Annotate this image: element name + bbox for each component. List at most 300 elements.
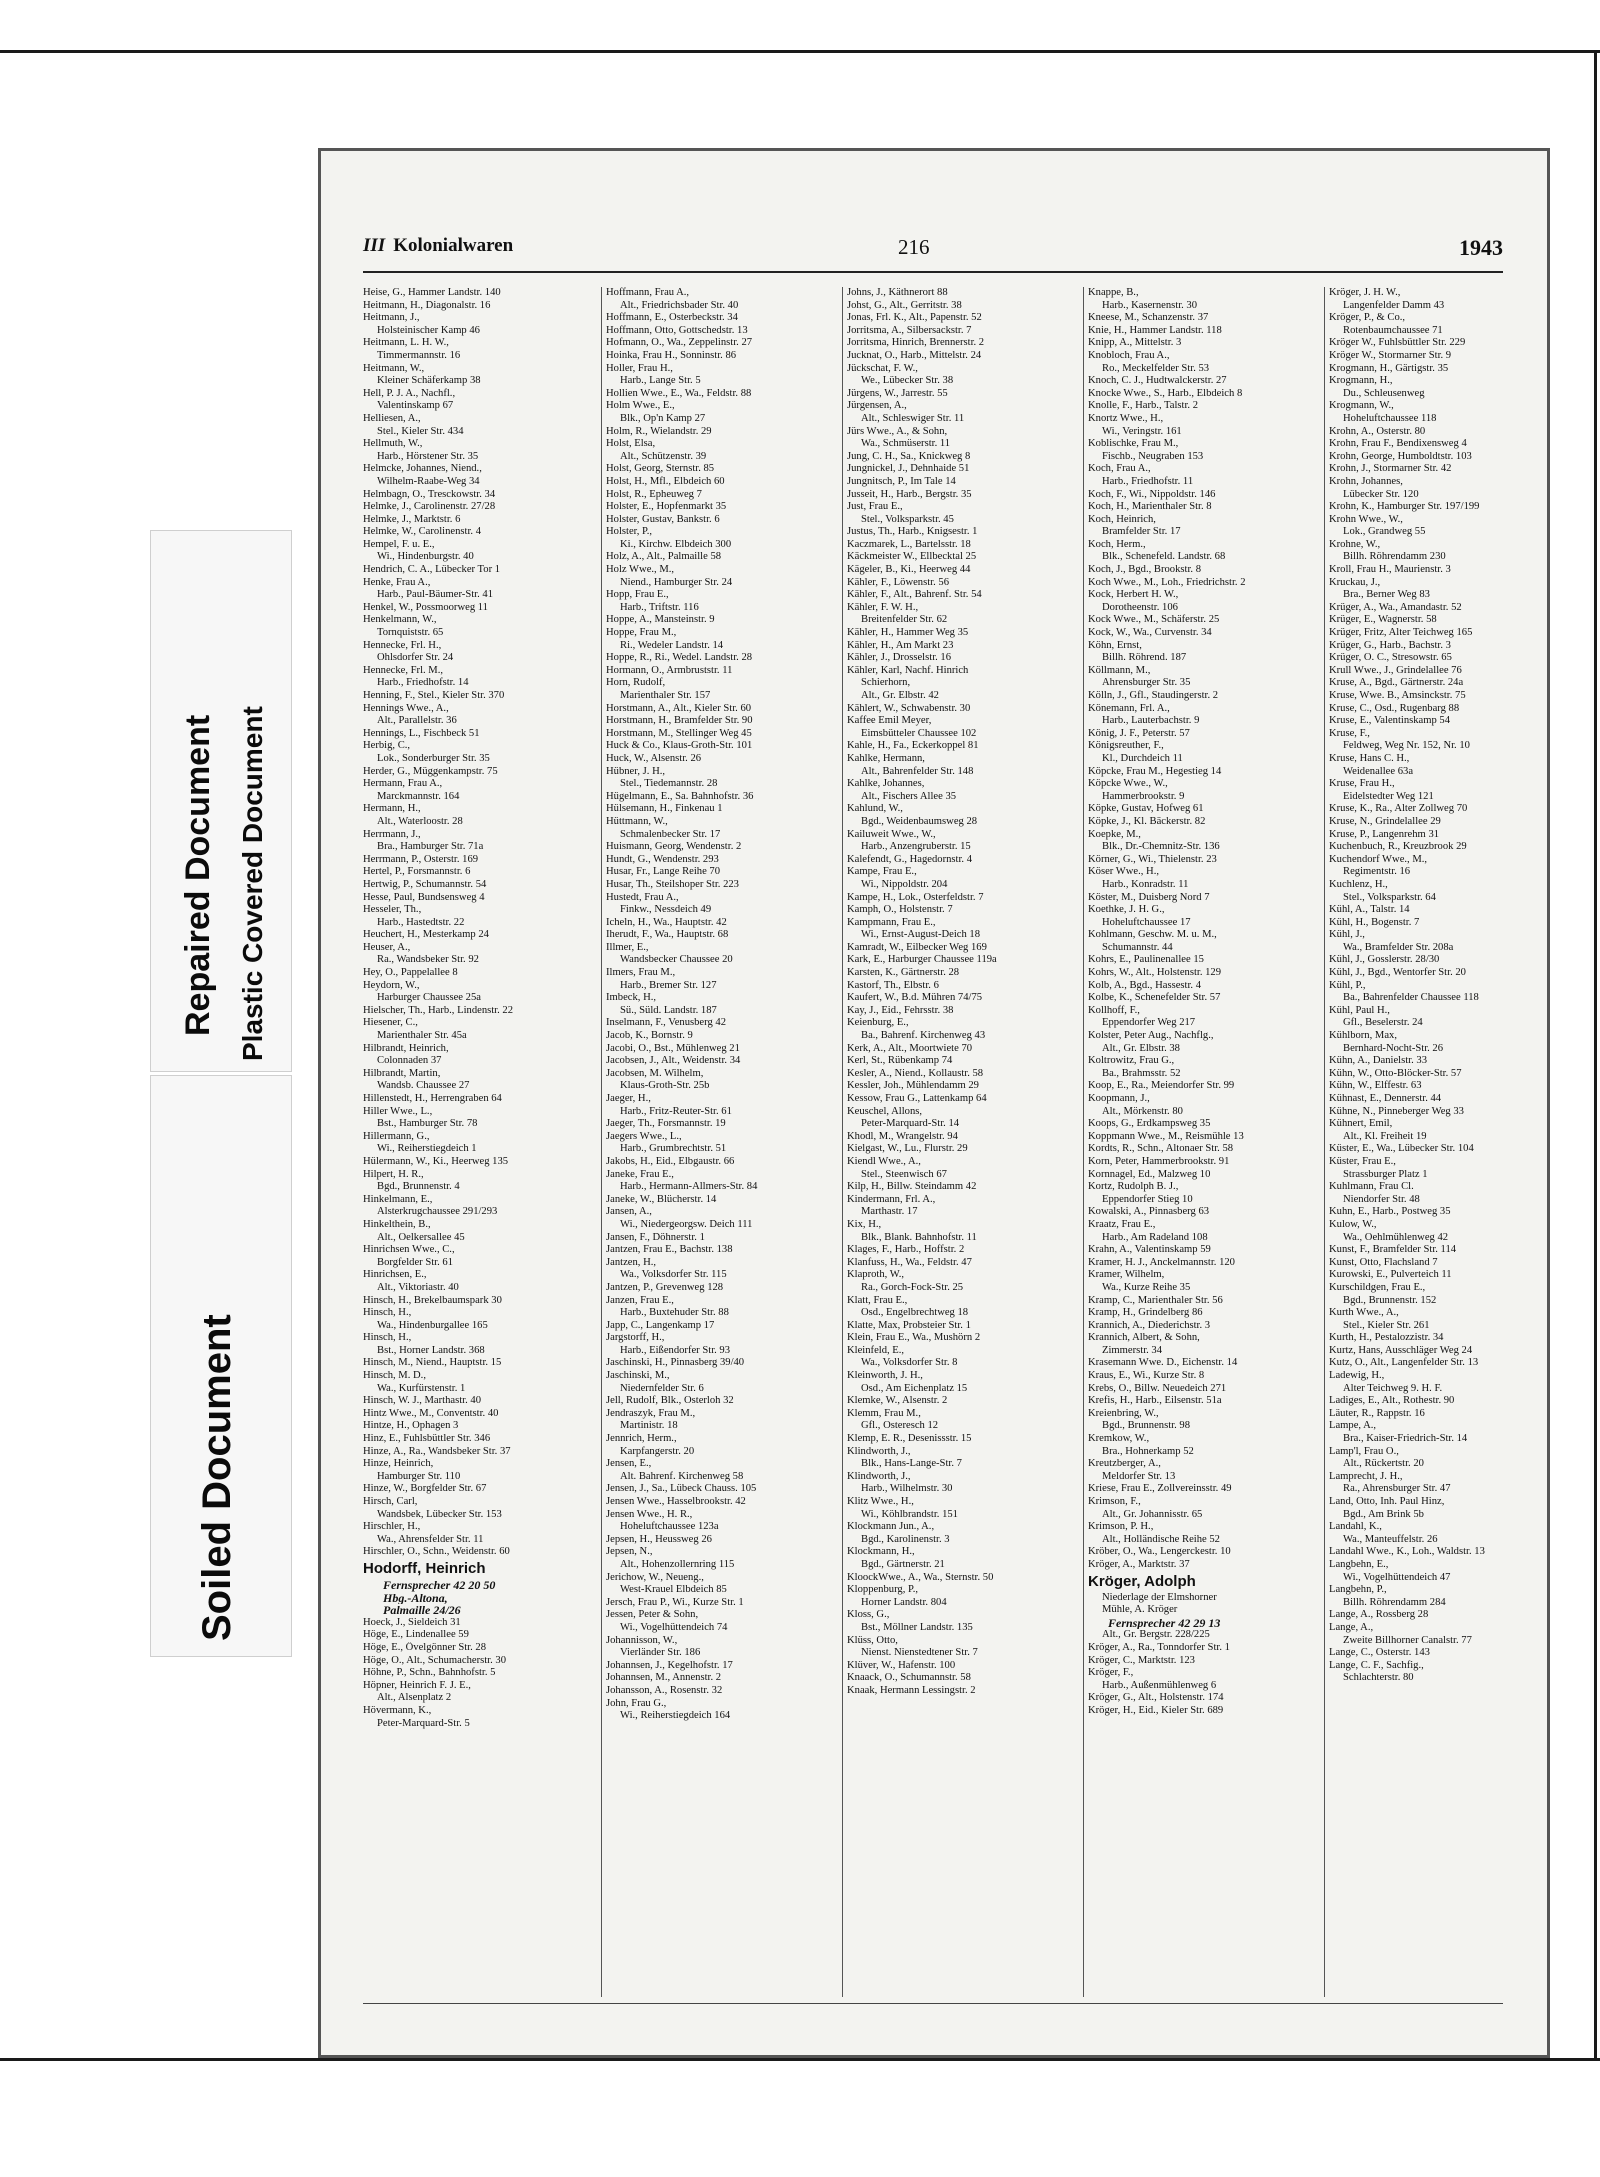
directory-entry: Blk., Op'n Kamp 27: [620, 412, 706, 424]
directory-entry: Heydorn, W.,: [363, 979, 420, 991]
directory-entry: Jonas, Frl. K., Alt., Papenstr. 52: [847, 312, 982, 324]
directory-entry: Hillenstedt, H., Herrengraben 64: [363, 1093, 502, 1104]
directory-entry: Horstmann, A., Alt., Kieler Str. 60: [606, 702, 752, 714]
directory-entry: John, Frau G.,: [606, 1697, 667, 1709]
directory-entry: Wa., Oehlmühlenweg 42: [1343, 1231, 1449, 1243]
directory-entry: Klockmann Jun., A.,: [847, 1521, 935, 1533]
directory-entry: Inselmann, F., Venusberg 42: [606, 1017, 726, 1029]
column-5: [1329, 287, 1505, 1685]
directory-entry: Hell, P. J. A., Nachfl.,: [363, 387, 456, 399]
directory-entry: Krogmann, H.,: [1329, 375, 1393, 387]
soiled-stamp: [150, 1075, 292, 1657]
directory-entry: Meldorfer Str. 13: [1102, 1470, 1176, 1482]
directory-entry: Du., Schleusenweg: [1343, 387, 1425, 399]
directory-entry: Jantzen, P., Grevenweg 128: [606, 1281, 724, 1293]
directory-entry: Hülermann, W., Ki., Heerweg 135: [363, 1155, 509, 1167]
directory-entry: Henkelmann, W.,: [363, 614, 437, 626]
directory-entry: Lok., Grandweg 55: [1343, 526, 1426, 538]
directory-entry: Harb., Wilhelmstr. 30: [861, 1483, 953, 1495]
directory-entry: Jensen Wwe., H. R.,: [606, 1508, 693, 1520]
directory-entry: Hoeck, J., Sieldeich 31: [363, 1616, 461, 1628]
directory-entry: Kaffee Emil Meyer,: [847, 715, 932, 727]
directory-entry: Kurowski, E., Pulverteich 11: [1329, 1269, 1452, 1281]
directory-entry: Kuhlmann, Frau Cl.: [1329, 1181, 1414, 1193]
directory-entry: Harb., Buxtehuder Str. 88: [620, 1307, 729, 1319]
directory-entry: Jakobs, H., Eid., Elbgaustr. 66: [606, 1155, 735, 1167]
directory-entry: Hofmann, O., Wa., Zeppelinstr. 27: [606, 337, 753, 349]
directory-entry: Johannisson, W.,: [606, 1634, 678, 1646]
directory-entry: Hintze, H., Ophagen 3: [363, 1420, 459, 1432]
directory-entry: Kähler, F., Löwenstr. 56: [847, 576, 949, 588]
directory-entry: Kahlund, W.,: [847, 803, 903, 815]
directory-entry: Alt., Bahrenfelder Str. 148: [861, 765, 974, 777]
directory-entry: Kulow, W.,: [1329, 1218, 1377, 1230]
directory-entry: Bgd., Brunnenstr. 98: [1102, 1420, 1190, 1432]
directory-entry: Bra., Hamburger Str. 71a: [377, 841, 484, 853]
directory-entry: Holsteinischer Kamp 46: [377, 324, 480, 336]
directory-entry: Jantzen, H.,: [606, 1256, 657, 1268]
directory-entry: Keuschel, Allons,: [847, 1105, 923, 1117]
directory-entry: Harb., Eißendorfer Str. 93: [620, 1344, 731, 1356]
directory-entry-detail: Palmaille 24/26: [383, 1604, 461, 1617]
directory-entry: Kröger, J. H. W.,: [1329, 287, 1401, 298]
directory-entry: Hoppe, A., Mansteinstr. 9: [606, 614, 715, 626]
directory-entry: Alt., Gr. Bergstr. 228/225: [1102, 1629, 1210, 1641]
directory-entry: Jepsen, H., Heussweg 26: [606, 1533, 712, 1545]
directory-entry: Kähler, H., Hammer Weg 35: [847, 627, 969, 639]
directory-entry: Kneese, M., Schanzenstr. 37: [1088, 312, 1209, 324]
directory-entry: Karsten, K., Gärtnerstr. 28: [847, 967, 960, 979]
directory-entry: Hirschler, O., Schn., Weidenstr. 60: [363, 1546, 510, 1558]
directory-entry: Herrmann, P., Osterstr. 169: [363, 853, 479, 865]
directory-entry: Hinsch, W. J., Marthastr. 40: [363, 1395, 481, 1407]
directory-entry: Hülsemann, H., Finkenau 1: [606, 803, 723, 815]
directory-entry: Klages, F., Harb., Hoffstr. 2: [847, 1244, 965, 1256]
directory-entry: Krohn, George, Humboldtstr. 103: [1329, 450, 1472, 462]
directory-entry: Koch, Herm.,: [1088, 538, 1146, 550]
directory-entry: Kramp, H., Grindelberg 86: [1088, 1307, 1203, 1319]
directory-entry: Koch, H., Marienthaler Str. 8: [1088, 501, 1212, 513]
directory-entry: Kühne, N., Pinneberger Weg 33: [1329, 1105, 1464, 1117]
directory-entry: Johns, J., Käthnerort 88: [847, 287, 948, 298]
directory-entry: Kuchenbuch, R., Kreuzbrook 29: [1329, 841, 1467, 853]
column-3: [847, 287, 1079, 1698]
directory-entry: Hertwig, P., Schumannstr. 54: [363, 878, 487, 890]
directory-entry: Krüger, G., Harb., Bachstr. 3: [1329, 639, 1451, 651]
directory-entry: Jensen, J., Sa., Lübeck Chauss. 105: [606, 1483, 757, 1495]
directory-entry: Iherudt, F., Wa., Hauptstr. 68: [606, 929, 729, 941]
directory-entry: Wi., Hindenburgstr. 40: [377, 551, 474, 563]
directory-entry: Kruse, K., Ra., Alter Zollweg 70: [1329, 803, 1468, 815]
directory-entry: Janeke, W., Blücherstr. 14: [606, 1193, 717, 1205]
directory-entry: Holst, Georg, Sternstr. 85: [606, 463, 715, 475]
directory-entry: Klüver, W., Hafenstr. 100: [847, 1659, 956, 1671]
directory-entry: Schmalenbecker Str. 17: [620, 828, 721, 840]
column-1: [363, 287, 595, 1730]
directory-entry: Henning, F., Stel., Kieler Str. 370: [363, 690, 505, 701]
directory-entry: Koch, F., Wi., Nippoldstr. 146: [1088, 488, 1216, 500]
directory-entry: Wi., Veringstr. 161: [1102, 425, 1182, 437]
directory-entry: Kunst, Otto, Flachsland 7: [1329, 1256, 1438, 1268]
directory-entry: Hey, O., Pappelallee 8: [363, 967, 458, 979]
directory-entry: Hügelmann, E., Sa. Bahnhofstr. 36: [606, 790, 754, 802]
directory-entry: Jersch, Frau P., Wi., Kurze Str. 1: [606, 1596, 744, 1608]
directory-entry: Kramer, H. J., Anckelmannstr. 120: [1088, 1256, 1235, 1268]
directory-entry: Horner Landstr. 804: [861, 1596, 947, 1608]
directory-entry: Kilp, H., Billw. Steindamm 42: [847, 1181, 977, 1193]
directory-entry: Zimmerstr. 34: [1102, 1344, 1163, 1356]
directory-entry: Heitmann, L. H. W.,: [363, 337, 449, 349]
directory-entry: Kühl, A., Talstr. 14: [1329, 904, 1410, 916]
directory-entry: Kutz, O., Alt., Langenfelder Str. 13: [1329, 1357, 1479, 1369]
directory-entry: Jensen, E.,: [606, 1458, 652, 1470]
directory-entry: Timmermannstr. 16: [377, 349, 461, 361]
directory-entry: Kloppenburg, P.,: [847, 1584, 919, 1596]
directory-entry: Jendraszyk, Frau M.,: [606, 1407, 696, 1419]
directory-entry: Wa., Hindenburgallee 165: [377, 1319, 488, 1331]
directory-entry: Hoinka, Frau H., Sonninstr. 86: [606, 349, 737, 361]
year: 1943: [1459, 235, 1503, 260]
directory-entry: Schlachterstr. 80: [1343, 1672, 1414, 1684]
directory-entry: Osd., Am Eichenplatz 15: [861, 1382, 968, 1394]
directory-entry: Kühlborn, Max,: [1329, 1030, 1397, 1042]
directory-entry: Kroll, Frau H., Maurienstr. 3: [1329, 564, 1451, 576]
plastic-label: Plastic Covered Document: [237, 706, 268, 1061]
directory-entry: Käckmeister W., Ellbecktal 25: [847, 551, 977, 563]
directory-entry: Krimson, P. H.,: [1088, 1521, 1154, 1533]
directory-entry: Bernhard-Nocht-Str. 26: [1343, 1042, 1444, 1054]
directory-entry: Klemp, E. R., Desenissstr. 15: [847, 1433, 972, 1445]
directory-entry: Helmcke, Johannes, Niend.,: [363, 463, 482, 475]
scan-border-bottom: [0, 2058, 1600, 2061]
directory-entry: Niederlage der Elmshorner: [1102, 1591, 1217, 1603]
directory-entry: Lamprecht, J. H.,: [1329, 1470, 1403, 1482]
directory-entry: Husar, Th., Steilshoper Str. 223: [606, 878, 739, 890]
directory-entry: Kleiner Schäferkamp 38: [377, 375, 481, 387]
directory-entry: Holler, Frau H.,: [606, 362, 673, 374]
directory-entry: Jung, C. H., Sa., Knickweg 8: [847, 450, 971, 462]
directory-entry: Peter-Marquard-Str. 14: [861, 1118, 960, 1130]
directory-entry: Breitenfelder Str. 62: [861, 614, 948, 626]
directory-entry: Läuter, R., Rappstr. 16: [1329, 1407, 1425, 1419]
page-header: [363, 235, 1503, 273]
directory-entry: Khodl, M., Wrangelstr. 94: [847, 1130, 958, 1142]
directory-entry: Kruse, E., Valentinskamp 54: [1329, 715, 1451, 727]
directory-entry: Kägeler, B., Ki., Heerweg 44: [847, 564, 971, 576]
directory-entry: Knie, H., Hammer Landstr. 118: [1088, 324, 1222, 336]
directory-entry: Horn, Rudolf,: [606, 677, 666, 689]
directory-entry: Krohn, Frau F., Bendixensweg 4: [1329, 438, 1467, 450]
column-divider: [1083, 287, 1084, 1997]
directory-entry: Hermann, H.,: [363, 803, 421, 815]
directory-entry: Kühl, P.,: [1329, 979, 1366, 991]
directory-entry: Bst., Horner Landstr. 368: [377, 1344, 485, 1356]
directory-entry: Jaschinski, M.,: [606, 1370, 670, 1382]
directory-entry: Dorotheenstr. 106: [1102, 601, 1178, 613]
directory-entry: Nienst. Nienstedtener Str. 7: [861, 1647, 978, 1659]
directory-entry: Colonnaden 37: [377, 1055, 442, 1067]
directory-entry: Wi., Köhlbrandstr. 151: [861, 1508, 958, 1520]
directory-entry: Kortz, Rudolph B. J.,: [1088, 1181, 1179, 1193]
directory-entry: Königsreuther, F.,: [1088, 740, 1164, 752]
directory-entry: Küster, Frau E.,: [1329, 1155, 1396, 1167]
directory-entry: Kollhoff, F.,: [1088, 1004, 1140, 1016]
directory-entry: Köpcke, Frau M., Hegestieg 14: [1088, 765, 1222, 777]
directory-entry: Kölln, J., Gfl., Staudingerstr. 2: [1088, 690, 1219, 701]
directory-entry: Bra., Berner Weg 83: [1343, 589, 1430, 601]
directory-entry: Alt. Bahrenf. Kirchenweg 58: [620, 1470, 744, 1482]
directory-entry: Jacobi, O., Bst., Mühlenweg 21: [606, 1042, 740, 1054]
directory-entry: Wa., Volksdorfer Str. 8: [861, 1357, 958, 1369]
directory-entry: Koch, Frau A.,: [1088, 463, 1151, 475]
directory-entry: Tornquiststr. 65: [377, 627, 444, 639]
directory-entry: Lange, A., Rossberg 28: [1329, 1609, 1429, 1621]
directory-entry: Wandsbek, Lübecker Str. 153: [377, 1508, 502, 1520]
directory-entry: Horstmann, H., Bramfelder Str. 90: [606, 715, 753, 727]
directory-entry: Ba., Bahrenf. Kirchenweg 43: [861, 1030, 986, 1042]
directory-entry: Peter-Marquard-Str. 5: [377, 1717, 470, 1729]
directory-entry: Harb., Am Radeland 108: [1102, 1231, 1208, 1243]
directory-entry: Knocke Wwe., S., Harb., Elbdeich 8: [1088, 387, 1243, 399]
directory-entry: Klüss, Otto,: [847, 1634, 898, 1646]
directory-entry: Langbehn, P.,: [1329, 1584, 1387, 1596]
directory-entry: Harb., Anzengruberstr. 15: [861, 841, 971, 853]
directory-entry: Helmbagn, O., Tresckowstr. 34: [363, 488, 496, 500]
directory-entry: Ahrensburger Str. 35: [1102, 677, 1191, 689]
scan-border-right: [1594, 50, 1597, 2060]
directory-entry: Alt., Alsenplatz 2: [377, 1692, 452, 1704]
directory-entry: Wandsbecker Chaussee 20: [620, 954, 733, 966]
directory-entry: Jerichow, W., Neueng.,: [606, 1571, 704, 1583]
directory-entry: Gfl., Osteresch 12: [861, 1420, 939, 1432]
directory-entry: Hirsch, Carl,: [363, 1496, 418, 1507]
directory-entry: Krüger, Fritz, Alter Teichweg 165: [1329, 627, 1473, 639]
directory-entry: Jansen, A.,: [606, 1206, 652, 1218]
directory-entry: Hinsch, M., Niend., Hauptstr. 15: [363, 1357, 502, 1369]
directory-entry: Höge, E., Lindenallee 59: [363, 1629, 469, 1641]
directory-entry: Krebs, O., Billw. Neuedeich 271: [1088, 1382, 1227, 1394]
directory-entry: Knortz Wwe., H.,: [1088, 412, 1164, 424]
directory-entry: Janeke, Frau E.,: [606, 1168, 674, 1180]
directory-entry: KloockWwe., A., Wa., Sternstr. 50: [847, 1571, 994, 1583]
directory-entry: Wa., Kurfürstenstr. 1: [377, 1382, 466, 1394]
directory-entry: Hendrich, C. A., Lübecker Tor 1: [363, 564, 501, 576]
directory-entry: Kohlmann, Geschw. M. u. M.,: [1088, 929, 1217, 941]
directory-entry: Höhne, P., Schn., Bahnhofstr. 5: [363, 1667, 496, 1679]
directory-entry: Huismann, Georg, Wendenstr. 2: [606, 841, 742, 853]
directory-entry: Kühnast, E., Dennerstr. 44: [1329, 1093, 1442, 1104]
page-number: 216: [898, 235, 930, 259]
directory-entry: Bgd., Brunnenstr. 152: [1343, 1294, 1437, 1306]
directory-entry: Feldweg, Weg Nr. 152, Nr. 10: [1343, 740, 1470, 752]
directory-entry: Bgd., Weidenbaumsweg 28: [861, 815, 978, 827]
directory-entry: Kähler, F., Alt., Bahrenf. Str. 54: [847, 589, 982, 601]
directory-entry: Wa., Manteuffelstr. 26: [1343, 1533, 1438, 1545]
directory-entry: Bst., Hamburger Str. 78: [377, 1118, 478, 1130]
column-divider: [1324, 287, 1325, 1997]
directory-entry: Wa., Volksdorfer Str. 115: [620, 1269, 727, 1281]
directory-entry: Hinz, E., Fuhlsbüttler Str. 346: [363, 1433, 491, 1445]
directory-entry: Koopmann, J.,: [1088, 1093, 1150, 1104]
directory-entry: Jürs Wwe., A., & Sohn,: [847, 425, 948, 437]
directory-entry: Blk., Dr.-Chemnitz-Str. 136: [1102, 841, 1220, 853]
directory-entry: Mühle, A. Kröger: [1102, 1604, 1178, 1616]
directory-entry: Alt., Rückertstr. 20: [1343, 1458, 1424, 1470]
directory-entry: Knaak, Hermann Lessingstr. 2: [847, 1684, 976, 1696]
column-4: [1088, 287, 1320, 1718]
directory-entry: Martinistr. 18: [620, 1420, 678, 1432]
directory-entry: Holst, H., Mfl., Elbdeich 60: [606, 475, 725, 487]
directory-entry: Köpke, J., Kl. Bäckerstr. 82: [1088, 815, 1206, 827]
directory-entry: Koch Wwe., M., Loh., Friedrichstr. 2: [1088, 576, 1246, 588]
directory-entry-bold: Hodorff, Heinrich: [363, 1559, 486, 1577]
directory-entry: Jaeger, H.,: [606, 1093, 651, 1104]
directory-entry: Kühn, W., Elffestr. 63: [1329, 1080, 1422, 1092]
directory-entry: Hoppe, R., Ri., Wedel. Landstr. 28: [606, 652, 753, 664]
directory-entry: Billh. Röhrendamm 284: [1343, 1596, 1446, 1608]
directory-entry: Kordts, R., Schn., Altonaer Str. 58: [1088, 1143, 1234, 1155]
directory-entry: Finkw., Nessdeich 49: [620, 904, 712, 916]
directory-entry: Kruse, C., Osd., Rugenbarg 88: [1329, 702, 1460, 714]
directory-entry: Harb., Friedhofstr. 11: [1102, 475, 1194, 487]
directory-entry: Johannsen, M., Annenstr. 2: [606, 1672, 722, 1684]
directory-entry: Helliesen, A.,: [363, 412, 421, 424]
directory-entry: Alt., Waterloostr. 28: [377, 815, 463, 827]
directory-entry: Langenfelder Damm 43: [1343, 299, 1445, 311]
directory-entry: Kindermann, Frl. A.,: [847, 1193, 936, 1205]
directory-entry: Alt., Fischers Allee 35: [861, 790, 957, 802]
directory-entry: Blk., Schenefeld. Landstr. 68: [1102, 551, 1226, 563]
directory-entry: Köllmann, M.,: [1088, 664, 1151, 676]
directory-entry: Jungnickel, J., Dehnhaide 51: [847, 463, 970, 475]
directory-entry: Klatt, Frau E.,: [847, 1294, 908, 1306]
directory-entry: Horstmann, M., Stellinger Weg 45: [606, 727, 752, 739]
directory-entry: Kolbe, K., Schenefelder Str. 57: [1088, 992, 1221, 1004]
directory-entry: Harb., Lange Str. 5: [620, 375, 701, 387]
directory-entry: Hennecke, Frl. M.,: [363, 664, 444, 676]
directory-entry: Bgd., Brunnenstr. 4: [377, 1181, 460, 1193]
directory-entry: Stel., Kieler Str. 434: [377, 425, 464, 437]
directory-entry: Kunst, F., Bramfelder Str. 114: [1329, 1244, 1457, 1256]
directory-entry: Alt., Schützenstr. 39: [620, 450, 707, 462]
directory-entry: Osd., Engelbrechtweg 18: [861, 1307, 969, 1319]
directory-entry: Hellmuth, W.,: [363, 438, 423, 450]
directory-entry: Billh. Röhrendamm 230: [1343, 551, 1446, 563]
directory-entry: Blk., Blank. Bahnhofstr. 11: [861, 1231, 977, 1243]
repaired-stamp: [150, 530, 292, 1072]
directory-entry: Heitmann, W.,: [363, 362, 425, 374]
directory-entry: Kruse, N., Grindelallee 29: [1329, 815, 1441, 827]
directory-entry: Landahl Wwe., K., Loh., Waldstr. 13: [1329, 1546, 1485, 1558]
directory-entry: Jaegers Wwe., L.,: [606, 1130, 682, 1142]
directory-entry: Koch, Heinrich,: [1088, 513, 1156, 525]
directory-entry: Hilpert, H. R.,: [363, 1168, 424, 1180]
directory-entry: Strassburger Platz 1: [1343, 1168, 1428, 1180]
directory-entry: Japp, C., Langenkamp 17: [606, 1319, 715, 1331]
directory-entry: Ra., Gorch-Fock-Str. 25: [861, 1281, 964, 1293]
directory-entry: Bst., Möllner Landstr. 135: [861, 1621, 973, 1633]
directory-entry: Bra., Hohnerkamp 52: [1102, 1445, 1194, 1457]
directory-entry: Hollien Wwe., E., Wa., Feldstr. 88: [606, 387, 752, 399]
directory-entry: Wa., Ahrensfelder Str. 11: [377, 1533, 484, 1545]
directory-entry: Bgd., Gärtnerstr. 21: [861, 1558, 945, 1570]
directory-entry: Stel., Volksparkstr. 45: [861, 513, 954, 525]
directory-entry: Marckmannstr. 164: [377, 790, 460, 802]
directory-entry: Sü., Süld. Landstr. 187: [620, 1004, 717, 1016]
directory-entry: Johst, G., Alt., Gerritstr. 38: [847, 299, 962, 311]
directory-entry: Harb., Lauterbachstr. 9: [1102, 715, 1200, 727]
directory-entry: Kähler, H., Am Markt 23: [847, 639, 954, 651]
directory-entry: Köpcke Wwe., W.,: [1088, 778, 1168, 790]
directory-entry: Lange, A.,: [1329, 1621, 1374, 1633]
directory-entry: Kolb, A., Bgd., Hassestr. 4: [1088, 979, 1202, 991]
directory-entry: Holm, R., Wielandstr. 29: [606, 425, 712, 437]
directory-entry: Justus, Th., Harb., Knigsestr. 1: [847, 526, 978, 538]
directory-entry: Harb., Fritz-Reuter-Str. 61: [620, 1105, 732, 1117]
directory-entry: Alt., Mörkenstr. 80: [1102, 1105, 1183, 1117]
directory-entry: Vierländer Str. 186: [620, 1647, 701, 1659]
directory-entry: Krull Wwe., J., Grindelallee 76: [1329, 664, 1462, 676]
directory-entry: Hundt, G., Wendenstr. 293: [606, 853, 719, 865]
directory-entry: Wandsb. Chaussee 27: [377, 1080, 470, 1092]
directory-entry: Ro., Meckelfelder Str. 53: [1102, 362, 1210, 374]
directory-entry: Holster, E., Hopfenmarkt 35: [606, 501, 727, 513]
directory-entry: Höge, E., Övelgönner Str. 28: [363, 1641, 486, 1653]
directory-entry: Bgd., Karolinenstr. 3: [861, 1533, 950, 1545]
directory-entry: Köser Wwe., H.,: [1088, 866, 1160, 878]
directory-entry: Wa., Bramfelder Str. 208a: [1343, 941, 1454, 953]
directory-entry: Harb., Außenmühlenweg 6: [1102, 1679, 1217, 1691]
directory-entry: Marienthaler Str. 157: [620, 690, 711, 701]
directory-entry: Lange, C., Osterstr. 143: [1329, 1647, 1430, 1659]
directory-entry: Ra., Ahrensburger Str. 47: [1343, 1483, 1451, 1495]
directory-entry: Johannsen, J., Kegelhofstr. 17: [606, 1659, 733, 1671]
directory-entry: Jessen, Peter & Sohn,: [606, 1609, 699, 1621]
directory-entry: Gfl., Beselerstr. 24: [1343, 1017, 1423, 1029]
column-divider: [601, 287, 602, 1997]
directory-entry: Blk., Hans-Lange-Str. 7: [861, 1458, 962, 1470]
directory-entry: Knobloch, Frau A.,: [1088, 349, 1170, 361]
directory-entry: Alt., Schleswiger Str. 11: [861, 412, 965, 424]
directory-entry: Kornnagel, Ed., Malzweg 10: [1088, 1168, 1211, 1180]
directory-entry: Hilbrandt, Heinrich,: [363, 1042, 449, 1054]
directory-entry: Kramer, Wilhelm,: [1088, 1269, 1165, 1281]
directory-entry: Weidenallee 63a: [1343, 765, 1414, 777]
directory-entry: Kröber, O., Wa., Lengerckestr. 10: [1088, 1546, 1231, 1558]
directory-entry: Köpke, Gustav, Hofweg 61: [1088, 803, 1204, 815]
directory-entry: Hoffmann, Frau A.,: [606, 287, 690, 298]
directory-entry: Kröger W., Stormarner Str. 9: [1329, 349, 1452, 361]
directory-entry: Kurtz, Hans, Ausschläger Weg 24: [1329, 1344, 1473, 1356]
directory-entry: Jückschat, F. W.,: [847, 362, 918, 374]
directory-entry: Ladiges, E., Alt., Rothestr. 90: [1329, 1395, 1455, 1407]
directory-entry: Krimson, F.,: [1088, 1496, 1141, 1507]
directory-entry: Kessow, Frau G., Lattenkamp 64: [847, 1093, 987, 1104]
directory-entry: Hoheluftchaussee 17: [1102, 916, 1191, 928]
directory-entry: Holster, Gustav, Bankstr. 6: [606, 513, 720, 525]
directory-entry: Klitz Wwe., H.,: [847, 1496, 914, 1507]
directory-entry: Krogmann, W.,: [1329, 400, 1394, 412]
column-2: [606, 287, 838, 1723]
directory-entry: Kähler, F. W. H.,: [847, 601, 919, 613]
directory-entry: Krahn, A., Valentinskamp 59: [1088, 1244, 1211, 1256]
directory-entry: Hielscher, Th., Harb., Lindenstr. 22: [363, 1004, 514, 1016]
directory-entry: Jürgens, W., Jarrestr. 55: [847, 387, 948, 399]
directory-entry: Kühnert, Emil,: [1329, 1118, 1393, 1130]
directory-entry: Valentinskamp 67: [377, 400, 454, 412]
directory-entry: Kruse, Wwe. B., Amsinckstr. 75: [1329, 690, 1466, 701]
directory-entry: Hillermann, G.,: [363, 1130, 430, 1142]
